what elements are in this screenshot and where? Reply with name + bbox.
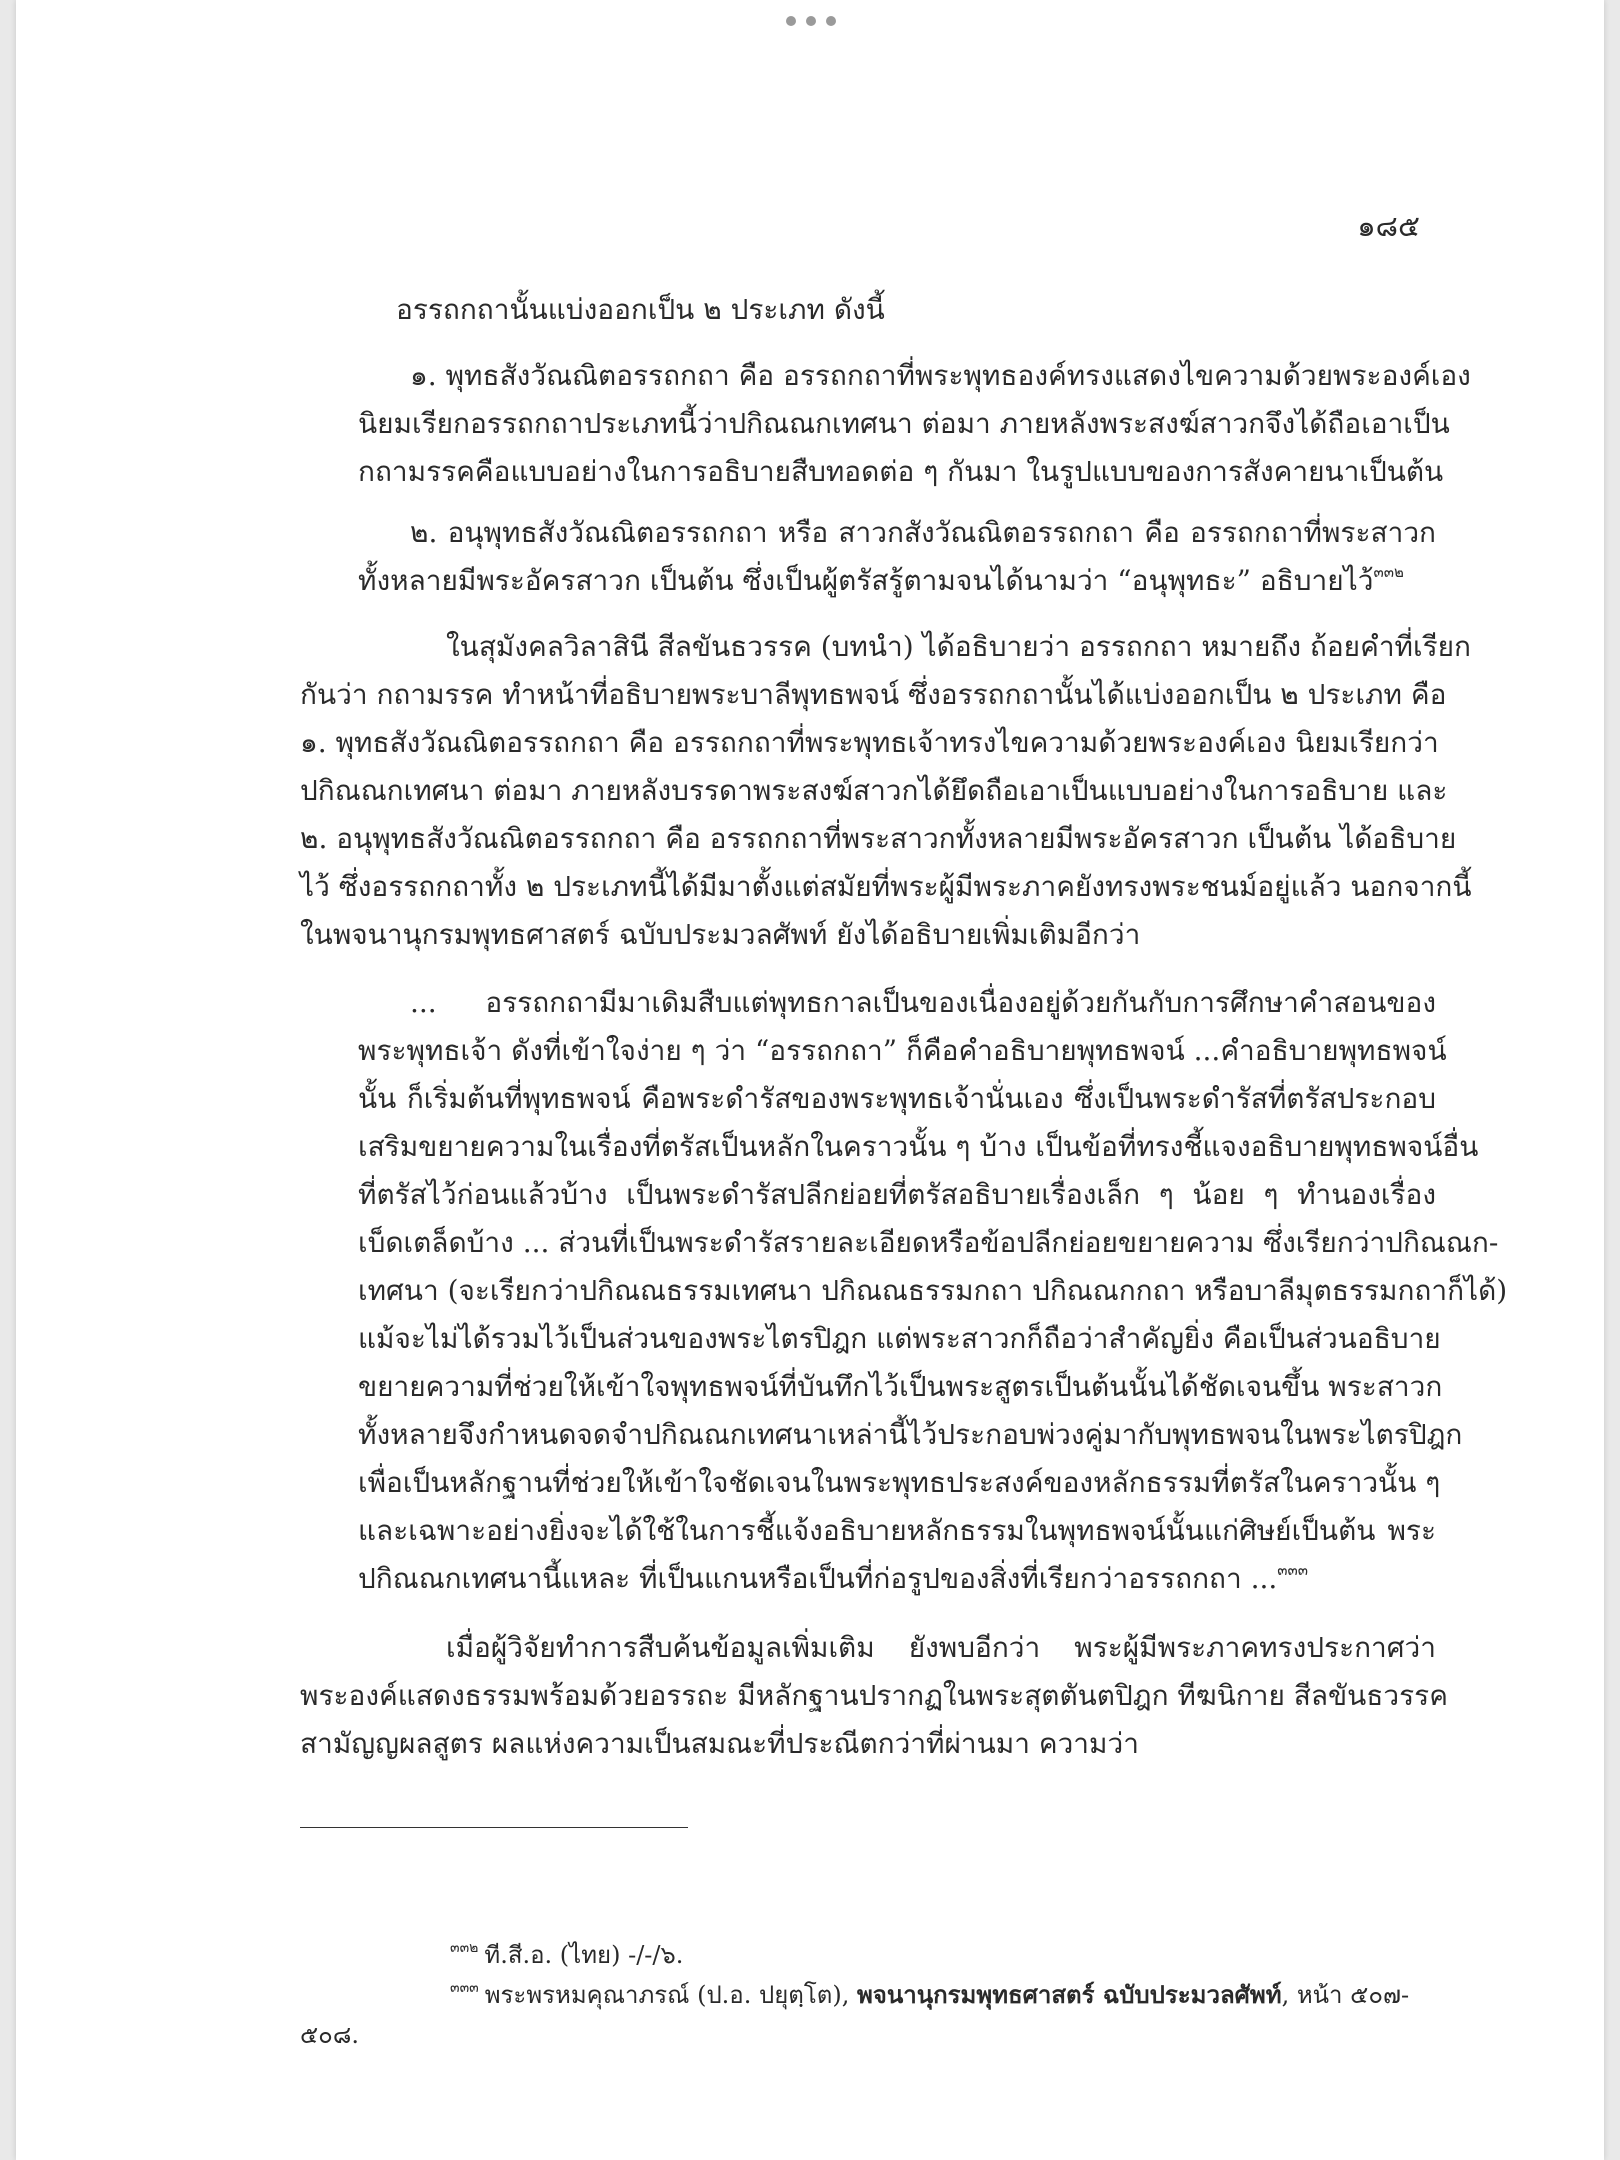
text-line: ไว้ ซึ่งอรรถกถาทั้ง ๒ ประเภทนี้ได้มีมาตั้งแต่สมัยที่พระผู้มีพระภาคยังทรงพระชนม์อยู่แล้ว นอกจากนี้ (300, 870, 1472, 903)
text-line: ทั้งหลายจึงกำหนดจดจำปกิณณกเทศนาเหล่านี้ไว้ประกอบพ่วงคู่มากับพุทธพจนในพระไตรปิฎก (358, 1418, 1463, 1451)
footnote-text: ที.สี.อ. (ไทย) -/-/๖. (484, 1941, 684, 1969)
footnote-separator (300, 1827, 688, 1828)
footnote-line (300, 1935, 1436, 1975)
text-line: ในสุมังคลวิลาสินี สีลขันธวรรค (บทนำ) ได้อธิบายว่า อรรถกถา หมายถึง ถ้อยคำที่เรียก (446, 630, 1471, 663)
document-page (16, 0, 1604, 2160)
block-quote (358, 979, 1508, 1603)
text-line: พระพุทธเจ้า ดังที่เข้าใจง่าย ๆ ว่า “อรรถกถา” ก็คือคำอธิบายพุทธพจน์ ...คำอธิบายพุทธพจน์ (358, 1034, 1447, 1067)
text-line: สามัญญผลสูตร ผลแห่งความเป็นสมณะที่ประณีตกว่าที่ผ่านมา ความว่า (300, 1727, 1139, 1760)
footnote-mark: ๓๓๓ (450, 1980, 479, 1996)
text-line: เทศนา (จะเรียกว่าปกิณณธรรมเทศนา ปกิณณธรรมกถา ปกิณณกกถา หรือบาลีมุตธรรมกถาก็ได้) (358, 1274, 1508, 1307)
text-line: ๒. อนุพุทธสังวัณณิตอรรถกถา หรือ สาวกสังวัณณิตอรรถกถา คือ อรรถกถาที่พระสาวก (410, 516, 1436, 549)
mangala-paragraph (300, 623, 1472, 959)
footnote-ref-333[interactable]: ๓๓๓ (1277, 1561, 1309, 1579)
text-line: เมื่อผู้วิจัยทำการสืบค้นข้อมูลเพิ่มเติม ยังพบอีกว่า พระผู้มีพระภาคทรงประกาศว่า (446, 1631, 1436, 1664)
text-line: ๑. พุทธสังวัณณิตอรรถกถา คือ อรรถกถาที่พระพุทธองค์ทรงแสดงไขความด้วยพระองค์เอง (410, 359, 1471, 392)
item2-paragraph (358, 509, 1436, 605)
footnote-332 (300, 1935, 1436, 1975)
dot (786, 16, 796, 26)
footnote-ref-332[interactable]: ๓๓๒ (1373, 563, 1404, 581)
text-line: เสริมขยายความในเรื่องที่ตรัสเป็นหลักในคราวนั้น ๆ บ้าง เป็นข้อที่ทรงชี้แจงอธิบายพุทธพจน์อื่น (358, 1130, 1479, 1163)
footnotes (300, 1935, 1436, 2055)
text-line: ๑. พุทธสังวัณณิตอรรถกถา คือ อรรถกถาที่พระพุทธเจ้าทรงไขความด้วยพระองค์เอง นิยมเรียกว่า (300, 726, 1439, 759)
dot (806, 16, 816, 26)
text-line: ที่ตรัสไว้ก่อนแล้วบ้าง เป็นพระดำรัสปลีกย่อยที่ตรัสอธิบายเรื่องเล็ก ๆ น้อย ๆ ทำนองเรื่อง (358, 1178, 1436, 1211)
footnote-author: พระพรหมคุณาภรณ์ (ป.อ. ปยุตฺโต), (484, 1981, 857, 2009)
text-line: นิยมเรียกอรรถกถาประเภทนี้ว่าปกิณณกเทศนา ต่อมา ภายหลังพระสงฆ์สาวกจึงได้ถือเอาเป็น (358, 407, 1450, 440)
footnote-book-title: พจนานุกรมพุทธศาสตร์ ฉบับประมวลศัพท์ (856, 1980, 1282, 2009)
text-line-with-ref (358, 557, 1436, 605)
footnote-page: , หน้า ๕๐๗- (1281, 1981, 1410, 2009)
text-line: พระองค์แสดงธรรมพร้อมด้วยอรรถะ มีหลักฐานปรากฏในพระสุตตันตปิฎก ทีฆนิกาย สีลขันธวรรค (300, 1679, 1448, 1712)
page-number: ๑๘๕ (1357, 209, 1420, 243)
text-line: อรรถกถานั้นแบ่งออกเป็น ๒ ประเภท ดังนี้ (396, 293, 885, 326)
text-line: ในพจนานุกรมพุทธศาสตร์ ฉบับประมวลศัพท์ ยังได้อธิบายเพิ่มเติมอีกว่า (300, 918, 1141, 951)
text-line-with-ref (358, 1555, 1436, 1603)
footnote-continuation: ๕๐๘. (300, 2021, 359, 2049)
intro-paragraph (396, 286, 1436, 334)
more-horizontal-icon[interactable] (786, 14, 836, 28)
text-line: ... อรรถกถามีมาเดิมสืบแต่พุทธกาลเป็นของเนื่องอยู่ด้วยกันกับการศึกษาคำสอนของ (410, 986, 1436, 1019)
text-line: ขยายความที่ช่วยให้เข้าใจพุทธพจน์ที่บันทึกไว้เป็นพระสูตรเป็นต้นนั้นได้ชัดเจนขึ้น พระสาวก (358, 1370, 1443, 1403)
footnote-mark: ๓๓๒ (450, 1940, 479, 1956)
dot (826, 16, 836, 26)
footnote-line (300, 1975, 1436, 2015)
text-line: ปกิณณกเทศนานี้แหละ ที่เป็นแกนหรือเป็นที่ก่อรูปของสิ่งที่เรียกว่าอรรถกถา ... (358, 1562, 1278, 1595)
item1-paragraph (358, 352, 1471, 496)
text-line: กันว่า กถามรรค ทำหน้าที่อธิบายพระบาลีพุทธพจน์ ซึ่งอรรถกถานั้นได้แบ่งออกเป็น ๒ ประเภท คือ (300, 678, 1447, 711)
text-line: และเฉพาะอย่างยิ่งจะได้ใช้ในการชี้แจ้งอธิบายหลักธรรมในพุทธพจน์นั้นแก่ศิษย์เป็นต้น พระ (358, 1514, 1436, 1547)
text-line: แม้จะไม่ได้รวมไว้เป็นส่วนของพระไตรปิฎก แต่พระสาวกก็ถือว่าสำคัญยิ่ง คือเป็นส่วนอธิบาย (358, 1322, 1441, 1355)
text-line: ทั้งหลายมีพระอัครสาวก เป็นต้น ซึ่งเป็นผู้ตรัสรู้ตามจนได้นามว่า “อนุพุทธะ” อธิบายไว้ (358, 564, 1374, 597)
text-line: ๒. อนุพุทธสังวัณณิตอรรถกถา คือ อรรถกถาที่พระสาวกทั้งหลายมีพระอัครสาวก เป็นต้น ได้อธิบาย (300, 822, 1457, 855)
text-line: ปกิณณกเทศนา ต่อมา ภายหลังบรรดาพระสงฆ์สาวกได้ยึดถือเอาเป็นแบบอย่างในการอธิบาย และ (300, 774, 1448, 807)
text-line: กถามรรคคือแบบอย่างในการอธิบายสืบทอดต่อ ๆ กันมา ในรูปแบบของการสังคายนาเป็นต้น (358, 455, 1444, 488)
text-line: นั้น ก็เริ่มต้นที่พุทธพจน์ คือพระดำรัสของพระพุทธเจ้านั่นเอง ซึ่งเป็นพระดำรัสที่ตรัสประกอบ (358, 1082, 1436, 1115)
footnote-333 (300, 1975, 1436, 2055)
text-line: เพื่อเป็นหลักฐานที่ช่วยให้เข้าใจชัดเจนในพระพุทธประสงค์ของหลักธรรมที่ตรัสในคราวนั้น ๆ (358, 1466, 1441, 1499)
text-line: เบ็ดเตล็ดบ้าง ... ส่วนที่เป็นพระดำรัสรายละเอียดหรือข้อปลีกย่อยขยายความ ซึ่งเรียกว่าปกิณณก- (358, 1226, 1499, 1259)
research-paragraph (300, 1624, 1448, 1768)
